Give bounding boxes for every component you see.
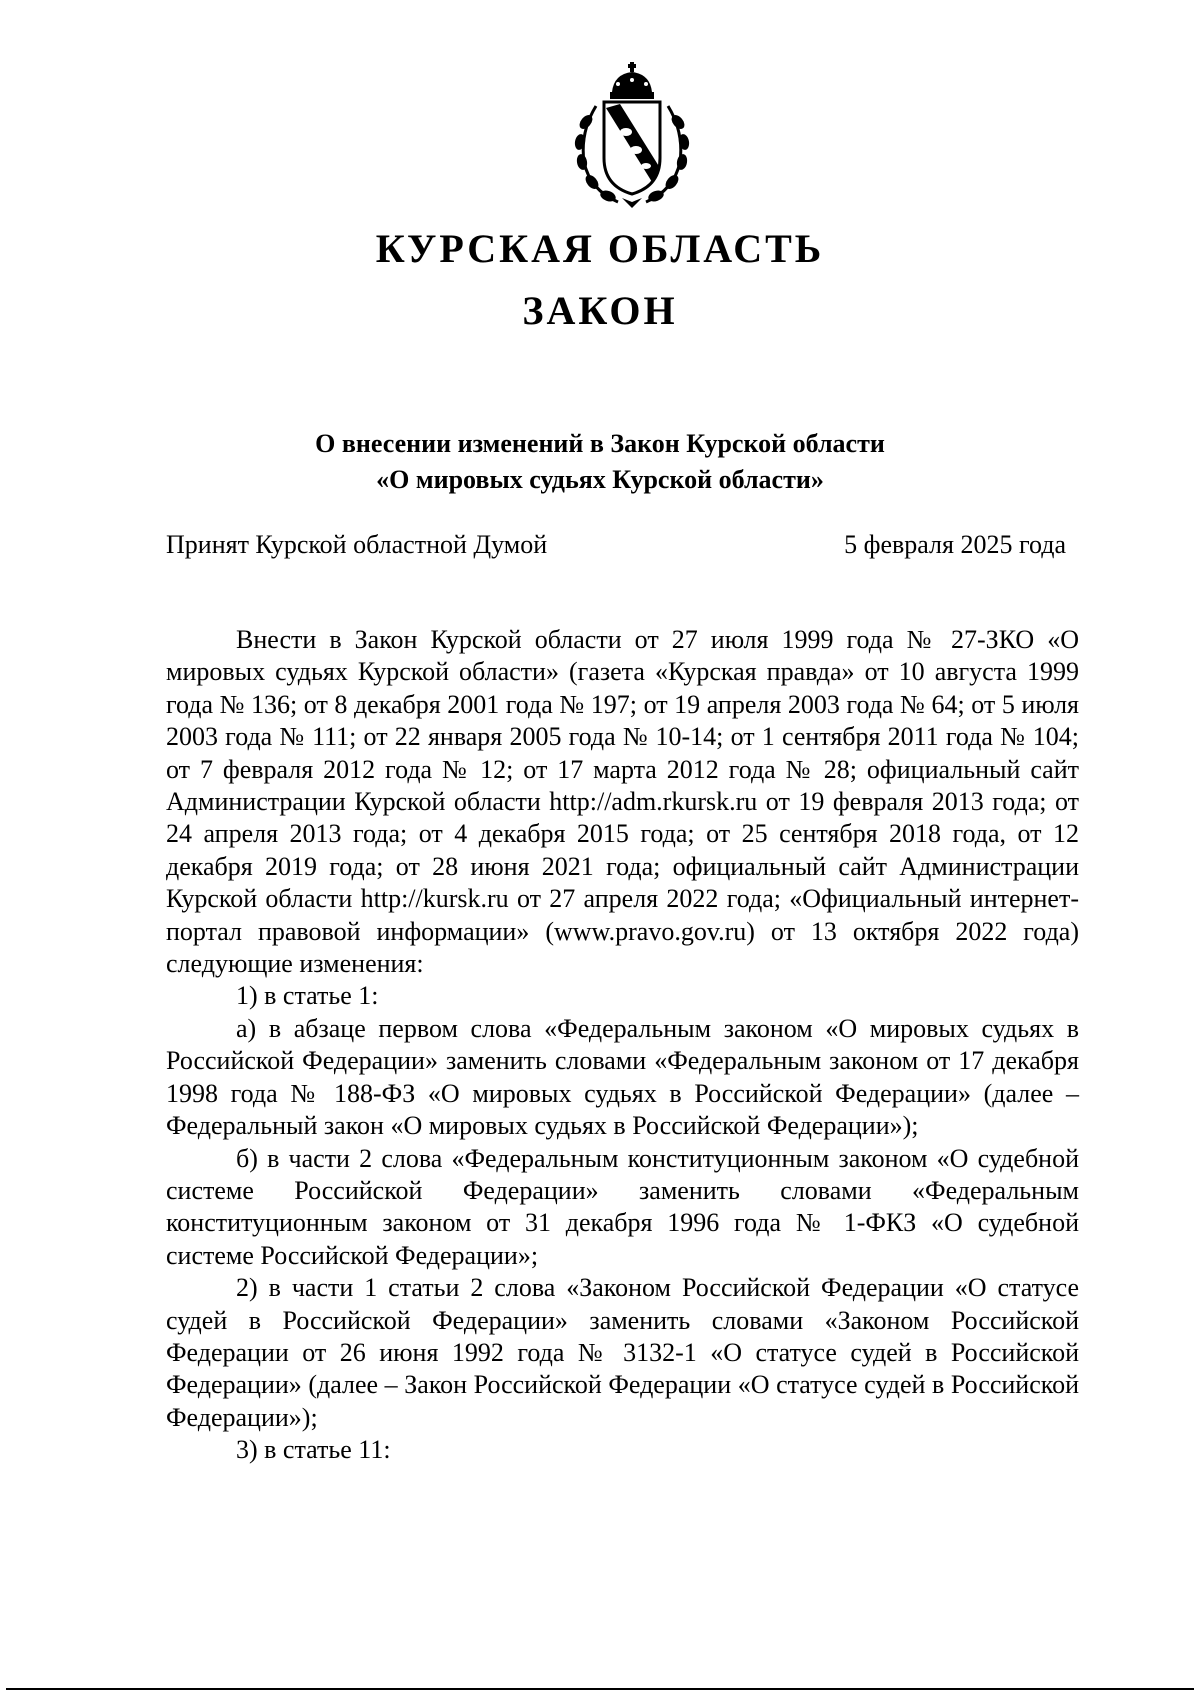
law-subject-line-2: «О мировых судьях Курской области»	[376, 465, 824, 494]
paragraph-item-1a: а) в абзаце первом слова «Федеральным законом «О мировых судьях в Российской Федерации» заменить словами «Федеральным законом от 17 декабря 1998 года № 188-ФЗ «О мировых судьях в Российской Федерации» (далее – Федеральный закон «О мировых судьях в Российской Федерации»);	[166, 1013, 1079, 1141]
adoption-line	[166, 528, 1066, 562]
paragraph-item-3: 3) в статье 11:	[236, 1435, 391, 1465]
paragraph-item-2: 2) в части 1 статьи 2 слова «Законом Российской Федерации «О статусе судей в Российской Федерации» заменить словами «Законом Российской Федерации от 26 июня 1992 года № 3132-1 «О статусе судей в Российской Федерации» (далее – Закон Российской Федерации «О статусе судей в Российской Федерации»);	[166, 1273, 1079, 1432]
paragraph-intro: Внести в Закон Курской области от 27 июля 1999 года № 27-ЗКО «О мировых судьях Курской области» (газета «Курская правда» от 10 августа 1999 года № 136; от 8 декабря 2001 года № 197; от 19 апреля 2003 года № 64; от 5 июля 2003 года № 111; от 22 января 2005 года № 10-14; от 1 сентября 2011 года № 104; от 7 февраля 2012 года № 12; от 17 марта 2012 года № 28; официальный сайт Администрации Курской области http://adm.rkursk.ru от 19 февраля 2013 года; от 24 апреля 2013 года; от 4 декабря 2015 года; от 25 сентября 2018 года, от 12 декабря 2019 года; от 28 июня 2021 года; официальный сайт Администрации Курской области http://kursk.ru от 27 апреля 2022 года; «Официальный интернет-портал правовой информации» (www.pravo.gov.ru) от 13 октября 2022 года) следующие изменения:	[166, 625, 1079, 979]
paragraph-item-1b: б) в части 2 слова «Федеральным конституционным законом «О судебной системе Российской Федерации» заменить словами «Федеральным конституционным законом от 31 декабря 1996 года № 1-ФКЗ «О судебной системе Российской Федерации»;	[166, 1143, 1079, 1270]
adopted-by: Принят Курской областной Думой	[166, 530, 548, 559]
region-title: КУРСКАЯ ОБЛАСТЬ	[375, 226, 825, 271]
law-body	[166, 624, 1079, 1467]
paragraph-item-1: 1) в статье 1:	[236, 981, 379, 1011]
law-subject	[0, 426, 1200, 498]
coat-of-arms-kursk-icon	[566, 62, 698, 210]
document-type-title: ЗАКОН	[522, 288, 678, 333]
adoption-date: 5 февраля 2025 года	[844, 530, 1066, 559]
page-bottom-edge	[6, 1688, 1194, 1690]
law-subject-line-1: О внесении изменений в Закон Курской области	[315, 429, 885, 458]
